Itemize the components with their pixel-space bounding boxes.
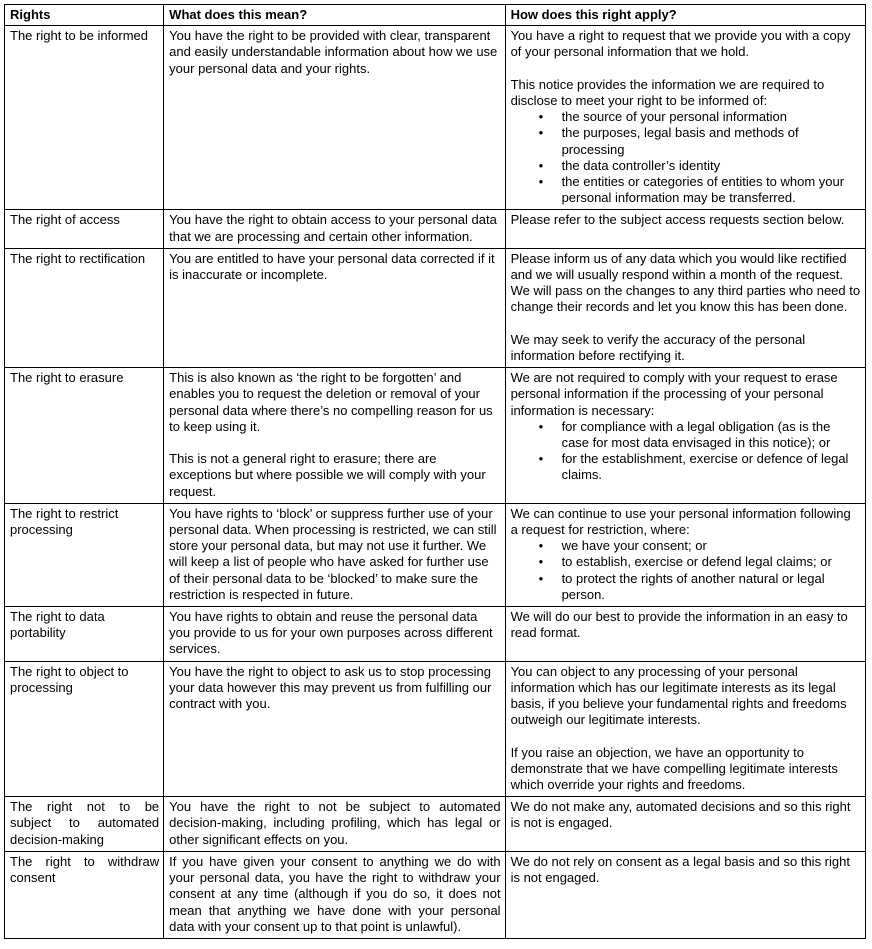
cell-content-meaning bbox=[169, 506, 500, 603]
paragraph: The right to object to processing bbox=[10, 663, 129, 695]
paragraph: Please inform us of any data which you would like rectified and we will usually respond within a month of the request. We will pass on the changes to any third parties who need to change their records and let you know this has been done. bbox=[510, 250, 861, 315]
cell-right-name bbox=[5, 661, 164, 797]
cell-content-apply bbox=[511, 506, 861, 603]
bullet-list-item-label: for the establishment, exercise or defence of legal claims. bbox=[561, 451, 849, 483]
cell-apply bbox=[505, 368, 865, 504]
cell-content-apply bbox=[511, 212, 861, 228]
paragraph: The right of access bbox=[10, 212, 120, 228]
paragraph: This is also known as ‘the right to be forgotten’ and enables you to request the deletion or removal of your personal data where there’s no compelling reason for us to keep using it. bbox=[169, 370, 493, 434]
paragraph: You have a right to request that we provide you with a copy of your personal information that we hold. bbox=[510, 28, 851, 60]
table-row bbox=[5, 797, 866, 852]
cell-meaning bbox=[164, 210, 505, 248]
paragraph: The right not to be subject to automated decision-making bbox=[10, 799, 160, 847]
cell-apply bbox=[505, 26, 865, 210]
bullet-list-item bbox=[511, 571, 861, 603]
bullet-list-item bbox=[511, 554, 861, 570]
bullet-list-item-label: for compliance with a legal obligation (as is the case for most data envisaged in this notice); or bbox=[561, 418, 831, 451]
cell-content-rights bbox=[10, 609, 159, 641]
table-row bbox=[5, 26, 866, 210]
bullet-point-icon: • bbox=[538, 125, 544, 141]
paragraph: You have rights to ‘block’ or suppress further use of your personal data. When processing is restricted, we can still store your personal data, but may not use it further. We will keep a list of people who have asked for further use of their personal data to be ‘blocked’ to make sure the restriction is respected in future. bbox=[169, 505, 497, 602]
cell-meaning bbox=[164, 248, 505, 367]
bullet-point-icon: • bbox=[538, 538, 544, 554]
cell-meaning bbox=[164, 503, 505, 606]
cell-content-meaning bbox=[169, 664, 500, 713]
paragraph: You are entitled to have your personal data corrected if it is inaccurate or incomplete. bbox=[169, 250, 495, 283]
cell-content-meaning bbox=[169, 799, 500, 848]
cell-meaning bbox=[164, 26, 505, 210]
table-row bbox=[5, 368, 866, 504]
cell-content-rights bbox=[10, 854, 159, 886]
cell-right-name bbox=[5, 851, 164, 938]
bullet-list bbox=[511, 538, 861, 603]
bullet-list-item bbox=[511, 419, 861, 451]
cell-content-rights bbox=[10, 664, 159, 696]
bullet-list bbox=[511, 419, 861, 484]
column-header-rights: Rights bbox=[5, 5, 164, 26]
cell-meaning bbox=[164, 661, 505, 797]
bullet-list-item-label: to protect the rights of another natural or legal person. bbox=[561, 570, 825, 602]
table-row bbox=[5, 607, 866, 662]
table-header bbox=[5, 5, 866, 26]
paragraph: You have the right to not be subject to automated decision-making, including profiling, which has legal or other significant effects on you. bbox=[169, 799, 501, 847]
bullet-list-item bbox=[511, 174, 861, 206]
cell-content-rights bbox=[10, 251, 159, 267]
bullet-list-item-label: the purposes, legal basis and methods of processing bbox=[561, 125, 799, 157]
cell-content-rights bbox=[10, 28, 159, 44]
cell-content-rights bbox=[10, 799, 159, 848]
cell-content-meaning bbox=[169, 212, 500, 244]
cell-apply bbox=[505, 797, 865, 852]
paragraph: Please refer to the subject access requests section below. bbox=[510, 212, 845, 228]
column-header-apply: How does this right apply? bbox=[505, 5, 865, 26]
bullet-list-item-label: the data controller’s identity bbox=[561, 157, 721, 173]
paragraph: You have the right to object to ask us to stop processing your data however this may prevent us from fulfilling our contract with you. bbox=[169, 663, 492, 712]
cell-right-name bbox=[5, 503, 164, 606]
cell-meaning bbox=[164, 797, 505, 852]
cell-meaning bbox=[164, 607, 505, 662]
cell-apply bbox=[505, 851, 865, 938]
cell-content-apply bbox=[511, 854, 861, 886]
paragraph: You can object to any processing of your personal information which has our legitimate interests as its legal basis, if you believe your fundamental rights and freedoms outweigh our legitimate interests. bbox=[510, 663, 847, 728]
bullet-point-icon: • bbox=[538, 174, 544, 190]
bullet-list bbox=[511, 109, 861, 206]
table-header-row bbox=[5, 5, 866, 26]
paragraph: This is not a general right to erasure; there are exceptions but where possible we will comply with your request. bbox=[169, 451, 486, 499]
bullet-point-icon: • bbox=[538, 109, 544, 125]
table-row bbox=[5, 503, 866, 606]
cell-content-apply bbox=[511, 370, 861, 483]
cell-content-apply bbox=[511, 28, 861, 206]
bullet-point-icon: • bbox=[538, 451, 544, 467]
cell-content-meaning bbox=[169, 28, 500, 77]
paragraph: This notice provides the information we are required to disclose to meet your right to be informed of: bbox=[510, 76, 825, 108]
bullet-point-icon: • bbox=[538, 418, 544, 434]
bullet-point-icon: • bbox=[538, 157, 544, 173]
cell-content-apply bbox=[511, 664, 861, 794]
data-subject-rights-table bbox=[4, 4, 866, 939]
cell-content-meaning bbox=[169, 251, 500, 283]
paragraph: We are not required to comply with your request to erase personal information if the processing of your personal information is necessary: bbox=[510, 370, 838, 418]
bullet-list-item bbox=[511, 109, 861, 125]
cell-apply bbox=[505, 210, 865, 248]
cell-meaning bbox=[164, 851, 505, 938]
cell-right-name bbox=[5, 248, 164, 367]
paragraph: We can continue to use your personal information following a request for restriction, where: bbox=[510, 505, 851, 538]
cell-content-rights bbox=[10, 506, 159, 538]
cell-content-meaning bbox=[169, 854, 500, 935]
bullet-list-item bbox=[511, 125, 861, 157]
bullet-point-icon: • bbox=[538, 570, 544, 586]
cell-right-name bbox=[5, 368, 164, 504]
paragraph: The right to be informed bbox=[10, 28, 149, 44]
table-body bbox=[5, 26, 866, 939]
bullet-list-item bbox=[511, 538, 861, 554]
paragraph: If you have given your consent to anything we do with your personal data, you have the right to withdraw your consent at any time (although if you do so, it does not mean that anything we have done with your personal data with your consent up to that point is unlawful). bbox=[169, 853, 501, 934]
cell-content-meaning bbox=[169, 370, 500, 500]
table-row bbox=[5, 210, 866, 248]
cell-meaning bbox=[164, 368, 505, 504]
paragraph: The right to withdraw consent bbox=[10, 853, 160, 886]
bullet-list-item-label: the source of your personal information bbox=[561, 109, 788, 125]
cell-right-name bbox=[5, 26, 164, 210]
paragraph: The right to data portability bbox=[10, 609, 105, 641]
cell-content-meaning bbox=[169, 609, 500, 658]
paragraph: If you raise an objection, we have an opportunity to demonstrate that we have compelling legitimate interests which override your rights and freedoms. bbox=[510, 744, 838, 793]
paragraph: We will do our best to provide the information in an easy to read format. bbox=[510, 609, 848, 641]
cell-apply bbox=[505, 248, 865, 367]
paragraph: You have the right to obtain access to your personal data that we are processing and certain other information. bbox=[169, 212, 497, 244]
bullet-list-item bbox=[511, 158, 861, 174]
table-row bbox=[5, 851, 866, 938]
cell-apply bbox=[505, 503, 865, 606]
column-header-meaning: What does this mean? bbox=[164, 5, 505, 26]
cell-right-name bbox=[5, 797, 164, 852]
cell-apply bbox=[505, 607, 865, 662]
cell-content-apply bbox=[511, 799, 861, 831]
cell-right-name bbox=[5, 210, 164, 248]
bullet-point-icon: • bbox=[538, 554, 544, 570]
cell-right-name bbox=[5, 607, 164, 662]
paragraph: We may seek to verify the accuracy of the personal information before rectifying it. bbox=[510, 331, 806, 364]
cell-content-apply bbox=[511, 251, 861, 364]
bullet-list-item-label: to establish, exercise or defend legal claims; or bbox=[561, 554, 832, 570]
cell-content-apply bbox=[511, 609, 861, 641]
paragraph: The right to erasure bbox=[10, 370, 124, 386]
bullet-list-item-label: the entities or categories of entities to whom your personal information may be transferred. bbox=[561, 174, 845, 206]
bullet-list-item-label: we have your consent; or bbox=[561, 538, 707, 554]
bullet-list-item bbox=[511, 451, 861, 483]
paragraph: We do not make any, automated decisions and so this right is not is engaged. bbox=[510, 799, 851, 831]
paragraph: You have the right to be provided with clear, transparent and easily understandable information about how we use your personal data and your rights. bbox=[169, 28, 498, 76]
cell-content-rights bbox=[10, 212, 159, 228]
paragraph: You have rights to obtain and reuse the personal data you provide to us for your own purposes across different services. bbox=[169, 609, 493, 657]
cell-apply bbox=[505, 661, 865, 797]
paragraph: The right to rectification bbox=[10, 250, 146, 266]
cell-content-rights bbox=[10, 370, 159, 386]
paragraph: The right to restrict processing bbox=[10, 505, 119, 538]
table-row bbox=[5, 248, 866, 367]
paragraph: We do not rely on consent as a legal basis and so this right is not engaged. bbox=[510, 853, 850, 886]
table-row bbox=[5, 661, 866, 797]
